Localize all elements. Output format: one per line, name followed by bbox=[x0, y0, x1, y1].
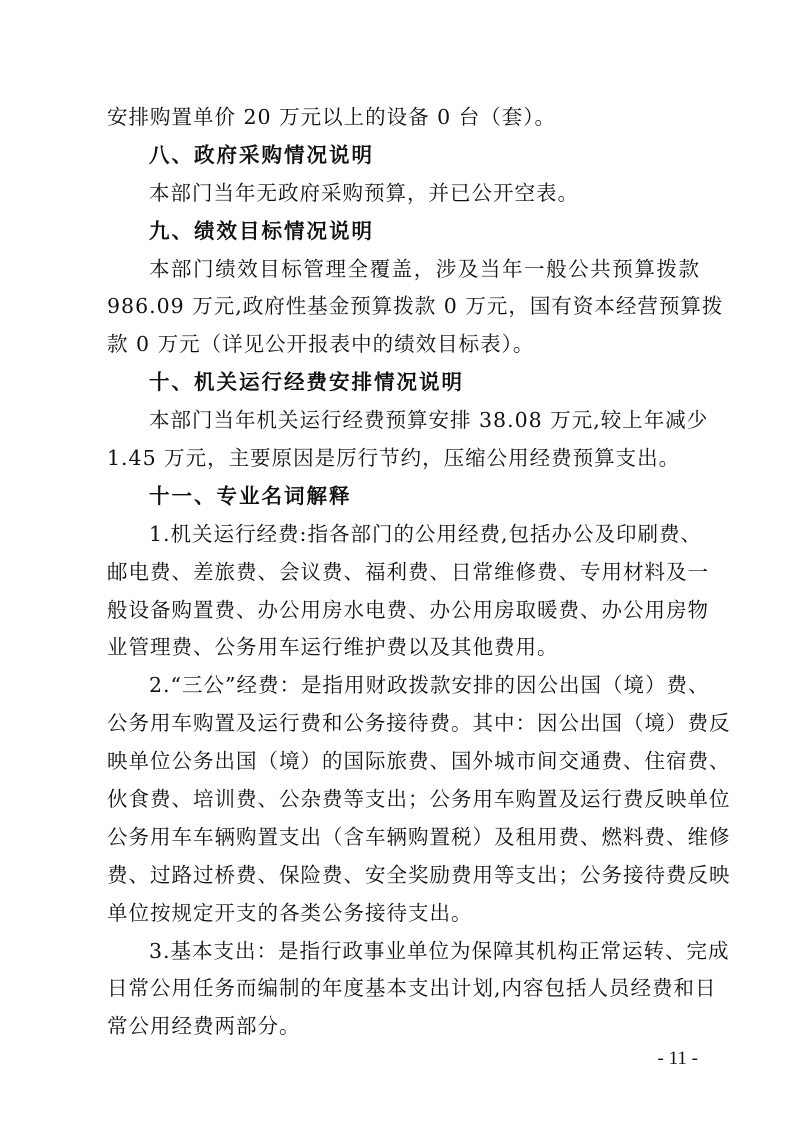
text-line: 映单位公务出国（境）的国际旅费、国外城市间交通费、住宿费、 bbox=[107, 749, 731, 774]
text-line: 费、过路过桥费、保险费、安全奖励费用等支出；公务接待费反映 bbox=[107, 862, 731, 887]
text-line: 业管理费、公务用车运行维护费以及其他费用。 bbox=[107, 635, 559, 660]
document-body bbox=[107, 99, 731, 1046]
text-line: 本部门当年无政府采购预算，并已公开空表。 bbox=[149, 180, 579, 205]
text-line: 公务用车购置及运行费和公务接待费。其中：因公出国（境）费反 bbox=[107, 711, 731, 736]
text-line: 本部门当年机关运行经费预算安排 38.08 万元,较上年减少 bbox=[149, 408, 709, 433]
section-heading: 十一、专业名词解释 bbox=[149, 483, 352, 508]
section-heading: 八、政府采购情况说明 bbox=[149, 142, 374, 167]
text-line: 单位按规定开支的各类公务接待支出。 bbox=[107, 900, 473, 925]
text-line: 伙食费、培训费、公杂费等支出；公务用车购置及运行费反映单位 bbox=[107, 787, 731, 812]
text-line: 安排购置单价 20 万元以上的设备 0 台（套）。 bbox=[107, 105, 556, 129]
text-line: 公务用车车辆购置支出（含车辆购置税）及租用费、燃料费、维修 bbox=[107, 824, 731, 849]
text-line: 邮电费、差旅费、会议费、福利费、日常维修费、专用材料及一 bbox=[107, 559, 709, 584]
text-line: 2.“三公”经费：是指用财政拨款安排的因公出国（境）费、 bbox=[149, 673, 710, 698]
text-line: 款 0 万元（详见公开报表中的绩效目标表）。 bbox=[107, 332, 535, 357]
text-line: 常公用经费两部分。 bbox=[107, 1014, 301, 1039]
text-line: 3.基本支出：是指行政事业单位为保障其机构正常运转、完成 bbox=[149, 938, 730, 963]
page-number: - 11 - bbox=[657, 1048, 698, 1069]
section-heading: 十、机关运行经费安排情况说明 bbox=[149, 370, 464, 395]
text-line: 986.09 万元,政府性基金预算拨款 0 万元，国有资本经营预算拨 bbox=[107, 294, 724, 319]
text-line: 本部门绩效目标管理全覆盖，涉及当年一般公共预算拨款 bbox=[149, 256, 700, 281]
text-line: 1.机关运行经费:指各部门的公用经费,包括办公及印刷费、 bbox=[149, 521, 702, 546]
text-line: 1.45 万元，主要原因是厉行节约，压缩公用经费预算支出。 bbox=[107, 446, 681, 471]
text-line: 般设备购置费、办公用房水电费、办公用房取暖费、办公用房物 bbox=[107, 597, 709, 622]
section-heading: 九、绩效目标情况说明 bbox=[149, 218, 374, 243]
text-line: 日常公用任务而编制的年度基本支出计划,内容包括人员经费和日 bbox=[107, 976, 717, 1001]
